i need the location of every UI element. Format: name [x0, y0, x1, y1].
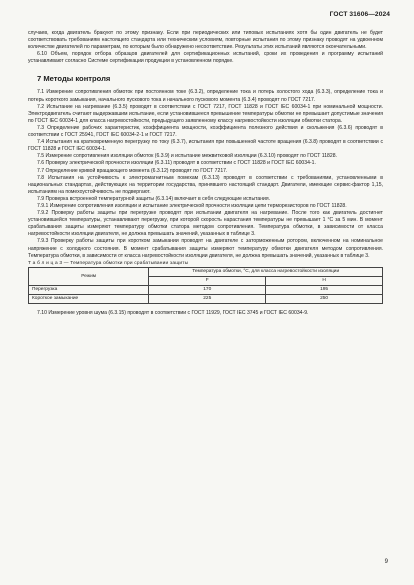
section-heading: 7 Методы контроля: [37, 74, 111, 84]
table-header-row: [29, 267, 383, 276]
paragraph: 7.2 Испытание на нагревание (6.3.5) проводят в соответствии с ГОСТ 7217, ГОСТ 11828 и ГОСТ IEC 60034-1 при номинальной мощности. Электродвигатель считают выдержавшим испытание, если установившееся превышение температуры обмотки не превышает допустимые значения по ГОСТ IEC 60034-1 для класса нагревостойкости, предыдущего заявленному классу нагревостойкости изоляции обмотки статора.: [28, 103, 383, 124]
paragraph: 7.7 Определение кривой вращающего момента (6.3.12) проводят по ГОСТ 7217.: [37, 167, 228, 174]
table-cell-mode: Перегрузка: [29, 285, 149, 294]
table-header-mode: Режим: [29, 267, 149, 285]
table-caption: Т а б л и ц а 3 — Температура обмотки при срабатывании защиты: [28, 260, 189, 266]
table-header-group: Температура обмотки, °С, для класса нагревостойкости изоляции: [149, 267, 383, 276]
table-cell-value: 250: [266, 294, 383, 303]
paragraph: 7.9.1 Измерение сопротивления изоляции и испытание электрической прочности изоляции цепи терморезисторов по ГОСТ 11828.: [37, 202, 347, 209]
paragraph: 7.3 Определение рабочих характеристик, коэффициента мощности, коэффициента полезного действия и скольжения (6.3.6) проводят в соответствии с ГОСТ 25941, ГОСТ IEC 60034-2-1 и ГОСТ 7217.: [28, 124, 383, 139]
paragraph: 7.10 Измерение уровня шума (6.3.15) проводят в соответствии с ГОСТ 11929, ГОСТ IEC 3745 и ГОСТ IEC 60034-9.: [37, 309, 309, 316]
paragraph: 7.9.3 Проверку работы защиты при коротком замыкании проводят на двигателе с заторможенным ротором, включенном на номинальное напряжение с холодного состояния. В момент срабатывания защиты измеряют температуру обмотки двигателя методом сопротивления. Температура обмотки, в зависимости от класса нагревостойкости изоляции двигателя, не должна превышать значений, указанных в таблице 3.: [28, 238, 383, 259]
paragraph: 7.9 Проверка встроенной температурной защиты (6.3.14) включает в себя следующие испытания.: [37, 195, 271, 202]
table-cell-mode: Короткое замыкание: [29, 294, 149, 303]
paragraph: 7.5 Измерение сопротивления изоляции обмоток (6.3.9) и испытание межвитковой изоляции (6.3.10) проводят по ГОСТ 11828.: [37, 153, 337, 160]
paragraph: 7.4 Испытания на кратковременную перегрузку по току (6.3.7), испытания при повышенной частоте вращения (6.3.8) проводят в соответствии с ГОСТ 11828 и ГОСТ IEC 60034-1.: [28, 139, 383, 153]
table-cell-value: 225: [149, 294, 266, 303]
table-row: [29, 294, 383, 303]
paragraph: 7.6 Проверку электрической прочности изоляции (6.3.11) проводят в соответствии с ГОСТ 11828 и ГОСТ IEC 60034-1.: [37, 160, 316, 167]
page-number: 9: [384, 559, 388, 565]
winding-temperature-table: [28, 267, 383, 304]
table-header-class: H: [266, 276, 383, 285]
paragraph: 7.1 Измерение сопротивления обмоток при постоянном токе (6.3.2), определение тока и потерь холостого хода (6.3.3), определение тока и потерь короткого замыкания, начального пускового тока и начального пускового момента (6.3.4) проводят по ГОСТ 7217.: [28, 89, 383, 103]
table-row: [29, 285, 383, 294]
page-body: [28, 30, 383, 317]
table-cell-value: 170: [149, 285, 266, 294]
paragraph: 6.10 Объем, порядок отбора образцов двигателей для сертификационных испытаний, сроки их проведения и программу испытаний устанавливают согласно Системе сертификации продукции в установленном порядке.: [28, 51, 383, 65]
paragraph: 7.8 Испытания на устойчивость к электромагнитным помехам (6.3.13) проводят в соответствии с требованиями, установленными в национальных стандартах, действующих на территории государства, принявшего настоящий стандарт. Двигатели, имеющие сервис-фактор 1,15, испытаниям на помехоустойчивость не подвергают.: [28, 174, 383, 195]
paragraph: 7.9.2 Проверку работы защиты при перегрузке проводят при испытании двигателя на нагревание. После того как двигатель достигнет установившейся температуры, устанавливают перегрузку, при которой скорость нарастания температуры не превышает 1 °С за 5 мин. В момент срабатывания защиты измеряют температуру обмотки статора методом сопротивления. Температура обмотки, в зависимости от класса нагревостойкости изоляции двигателя, не должна превышать значений, указанных в таблице 3.: [28, 210, 383, 238]
document-code-header: ГОСТ 31606—2024: [329, 11, 390, 18]
paragraph: случаев, когда двигатель бракуют по этому признаку. Если при периодических или типовых испытаниях хотя бы один двигатель не будет соответствовать требованиям настоящего стандарта или техническим условиям, повторные испытания по этому признаку проводят на удвоенном количестве двигателей по параметрам, по которым было обнаружено несоответствие. Результаты этих испытаний являются окончательными.: [28, 30, 383, 51]
table-header-class: F: [149, 276, 266, 285]
table-cell-value: 195: [266, 285, 383, 294]
